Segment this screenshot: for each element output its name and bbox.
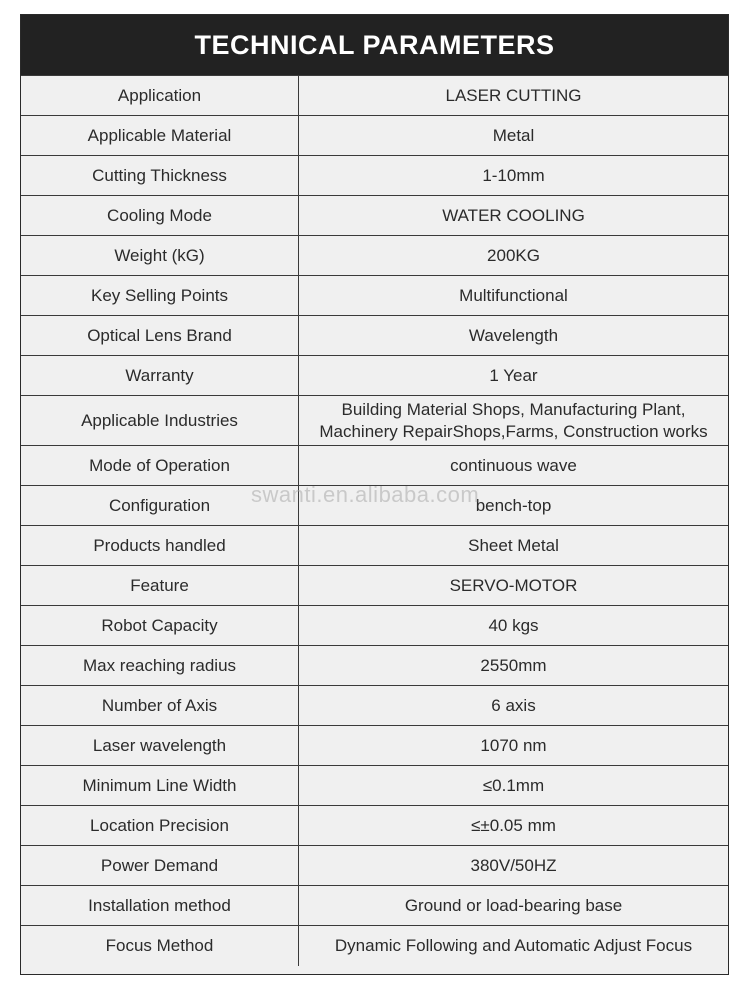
param-value: Metal bbox=[299, 116, 729, 156]
param-value: 40 kgs bbox=[299, 606, 729, 646]
param-value-line: Machinery RepairShops,Farms, Construction works bbox=[319, 421, 708, 441]
table-row bbox=[21, 566, 728, 606]
param-label: Weight (kG) bbox=[21, 236, 299, 276]
param-value-line: Building Material Shops, Manufacturing Plant, bbox=[341, 399, 686, 419]
param-label: Laser wavelength bbox=[21, 726, 299, 766]
param-label: Minimum Line Width bbox=[21, 766, 299, 806]
param-label: Cutting Thickness bbox=[21, 156, 299, 196]
table-row bbox=[21, 156, 728, 196]
parameters-table bbox=[21, 75, 728, 966]
param-label: Key Selling Points bbox=[21, 276, 299, 316]
param-label: Warranty bbox=[21, 356, 299, 396]
table-row bbox=[21, 316, 728, 356]
table-row bbox=[21, 236, 728, 276]
table-row bbox=[21, 396, 728, 446]
param-label: Location Precision bbox=[21, 806, 299, 846]
param-value: ≤±0.05 mm bbox=[299, 806, 729, 846]
param-value: Dynamic Following and Automatic Adjust Focus bbox=[299, 926, 729, 966]
param-value: WATER COOLING bbox=[299, 196, 729, 236]
watermark: swanti.en.alibaba.com bbox=[251, 482, 480, 507]
param-label: Number of Axis bbox=[21, 686, 299, 726]
page-title: TECHNICAL PARAMETERS bbox=[194, 29, 555, 60]
param-label: Application bbox=[21, 76, 299, 116]
table-row bbox=[21, 486, 728, 526]
param-value: SERVO-MOTOR bbox=[299, 566, 729, 606]
param-label: Robot Capacity bbox=[21, 606, 299, 646]
param-value: bench-top bbox=[299, 486, 729, 526]
table-row bbox=[21, 806, 728, 846]
table-row bbox=[21, 926, 728, 966]
table-row bbox=[21, 606, 728, 646]
param-value: ≤0.1mm bbox=[299, 766, 729, 806]
table-row bbox=[21, 446, 728, 486]
param-value: 380V/50HZ bbox=[299, 846, 729, 886]
param-label: Cooling Mode bbox=[21, 196, 299, 236]
table-row bbox=[21, 116, 728, 156]
param-label: Power Demand bbox=[21, 846, 299, 886]
param-label: Optical Lens Brand bbox=[21, 316, 299, 356]
param-value: 6 axis bbox=[299, 686, 729, 726]
table-row bbox=[21, 196, 728, 236]
param-label: Feature bbox=[21, 566, 299, 606]
param-value: Wavelength bbox=[299, 316, 729, 356]
table-row bbox=[21, 276, 728, 316]
param-label: Focus Method bbox=[21, 926, 299, 966]
table-row bbox=[21, 726, 728, 766]
param-value: Multifunctional bbox=[299, 276, 729, 316]
param-label: Mode of Operation bbox=[21, 446, 299, 486]
param-label: Configuration bbox=[21, 486, 299, 526]
table-row bbox=[21, 686, 728, 726]
table-row bbox=[21, 526, 728, 566]
param-value: 1 Year bbox=[299, 356, 729, 396]
table-row bbox=[21, 846, 728, 886]
table-row bbox=[21, 886, 728, 926]
param-label: Applicable Industries bbox=[21, 396, 299, 446]
param-label: Installation method bbox=[21, 886, 299, 926]
param-value: 1070 nm bbox=[299, 726, 729, 766]
table-row bbox=[21, 766, 728, 806]
param-label: Products handled bbox=[21, 526, 299, 566]
param-value bbox=[299, 396, 729, 446]
param-value: 1-10mm bbox=[299, 156, 729, 196]
param-value: Ground or load-bearing base bbox=[299, 886, 729, 926]
table-header bbox=[21, 15, 728, 75]
table-row bbox=[21, 646, 728, 686]
parameters-sheet bbox=[20, 14, 729, 975]
table-row bbox=[21, 76, 728, 116]
param-value: 200KG bbox=[299, 236, 729, 276]
param-value: Sheet Metal bbox=[299, 526, 729, 566]
param-value: 2550mm bbox=[299, 646, 729, 686]
param-label: Max reaching radius bbox=[21, 646, 299, 686]
table-row bbox=[21, 356, 728, 396]
param-value: LASER CUTTING bbox=[299, 76, 729, 116]
param-label: Applicable Material bbox=[21, 116, 299, 156]
param-value: continuous wave bbox=[299, 446, 729, 486]
